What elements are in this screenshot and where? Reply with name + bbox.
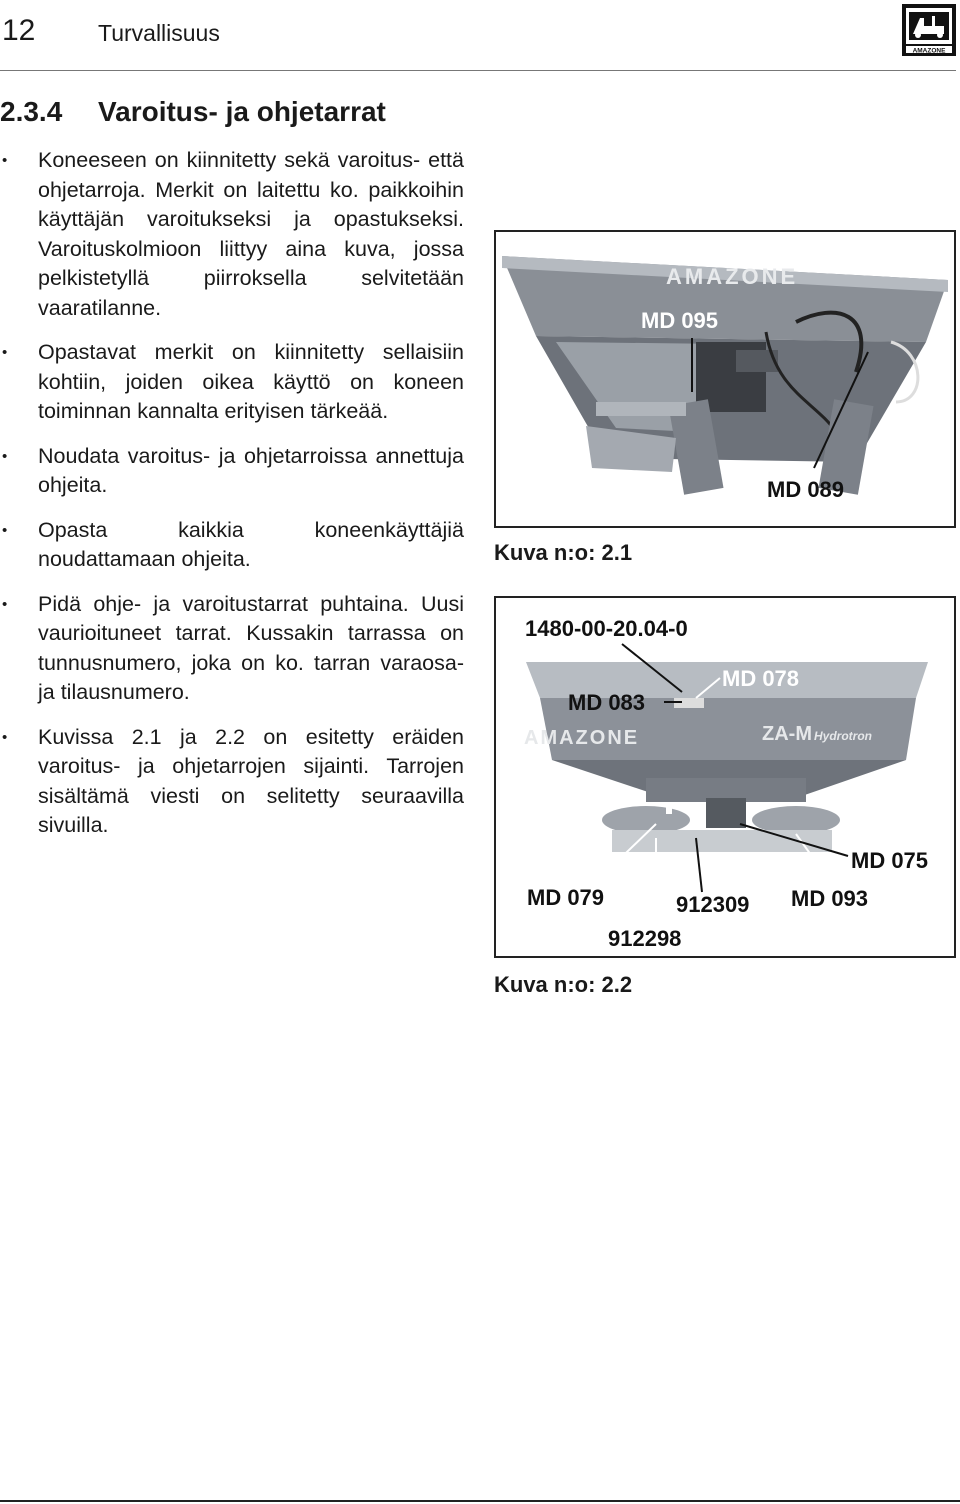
label-md083: MD 083	[568, 690, 646, 715]
label-912298: 912298	[608, 926, 682, 951]
list-item: • Opastavat merkit on kiinnitetty sellaisiin kohtiin, joiden oikea käyttö on koneen toiminnan kannalta erityisen tärkeää.	[0, 338, 464, 427]
heading-number: 2.3.4	[0, 96, 63, 127]
label-md093: MD 093	[791, 886, 869, 911]
figure-caption: Kuva n:o: 2.1	[494, 540, 633, 565]
figure-2-2	[494, 596, 956, 958]
label-md078: MD 078	[722, 666, 800, 691]
section-heading	[0, 96, 386, 128]
figure-caption: Kuva n:o: 2.2	[494, 972, 633, 997]
list-item: • Opasta kaikkia koneenkäyttäjiä noudattamaan ohjeita.	[0, 516, 464, 575]
footer-divider	[0, 1500, 960, 1502]
bullet-list	[0, 146, 464, 856]
model-subtext: Hydrotron	[814, 729, 872, 743]
brand-text: AMAZONE	[666, 264, 799, 289]
label-md075: MD 075	[851, 848, 929, 873]
label-912309: 912309	[676, 892, 750, 917]
logo-text: AMAZONE	[912, 47, 946, 55]
label-md079: MD 079	[527, 885, 605, 910]
figure-2-1	[494, 230, 956, 528]
spreader-rear-photo	[496, 232, 954, 526]
heading-title: Varoitus- ja ohjetarrat	[98, 96, 386, 127]
list-item: • Kuvissa 2.1 ja 2.2 on esitetty eräiden varoitus- ja ohjetarrojen sijainti. Tarrojen sisältämä viesti on selitetty seuraavilla sivuilla.	[0, 723, 464, 841]
list-item: • Noudata varoitus- ja ohjetarroissa annettuja ohjeita.	[0, 442, 464, 501]
label-md095: MD 095	[641, 308, 719, 333]
brand-text: AMAZONE	[524, 727, 640, 749]
section-title: Turvallisuus	[98, 20, 220, 46]
header-divider	[0, 70, 956, 71]
label-md089: MD 089	[767, 477, 845, 502]
amazone-logo-icon	[902, 4, 956, 56]
label-part-number: 1480-00-20.04-0	[525, 616, 688, 641]
page-number: 12	[2, 14, 36, 47]
list-item: • Koneeseen on kiinnitetty sekä varoitus- että ohjetarroja. Merkit on laitettu ko. paikkoihin käyttäjän varoitukseksi ja opastukseksi. Varoituskolmioon liittyy aina kuva, jossa pelkistetyllä piirroksella selvitetään vaaratilanne.	[0, 146, 464, 323]
model-text: ZA-M	[762, 723, 812, 745]
list-item: • Pidä ohje- ja varoitustarrat puhtaina. Uusi vaurioituneet tarrat. Kussakin tarrassa on tunnusnumero, joka on ko. tarran varaosa- ja tilausnumero.	[0, 590, 464, 708]
